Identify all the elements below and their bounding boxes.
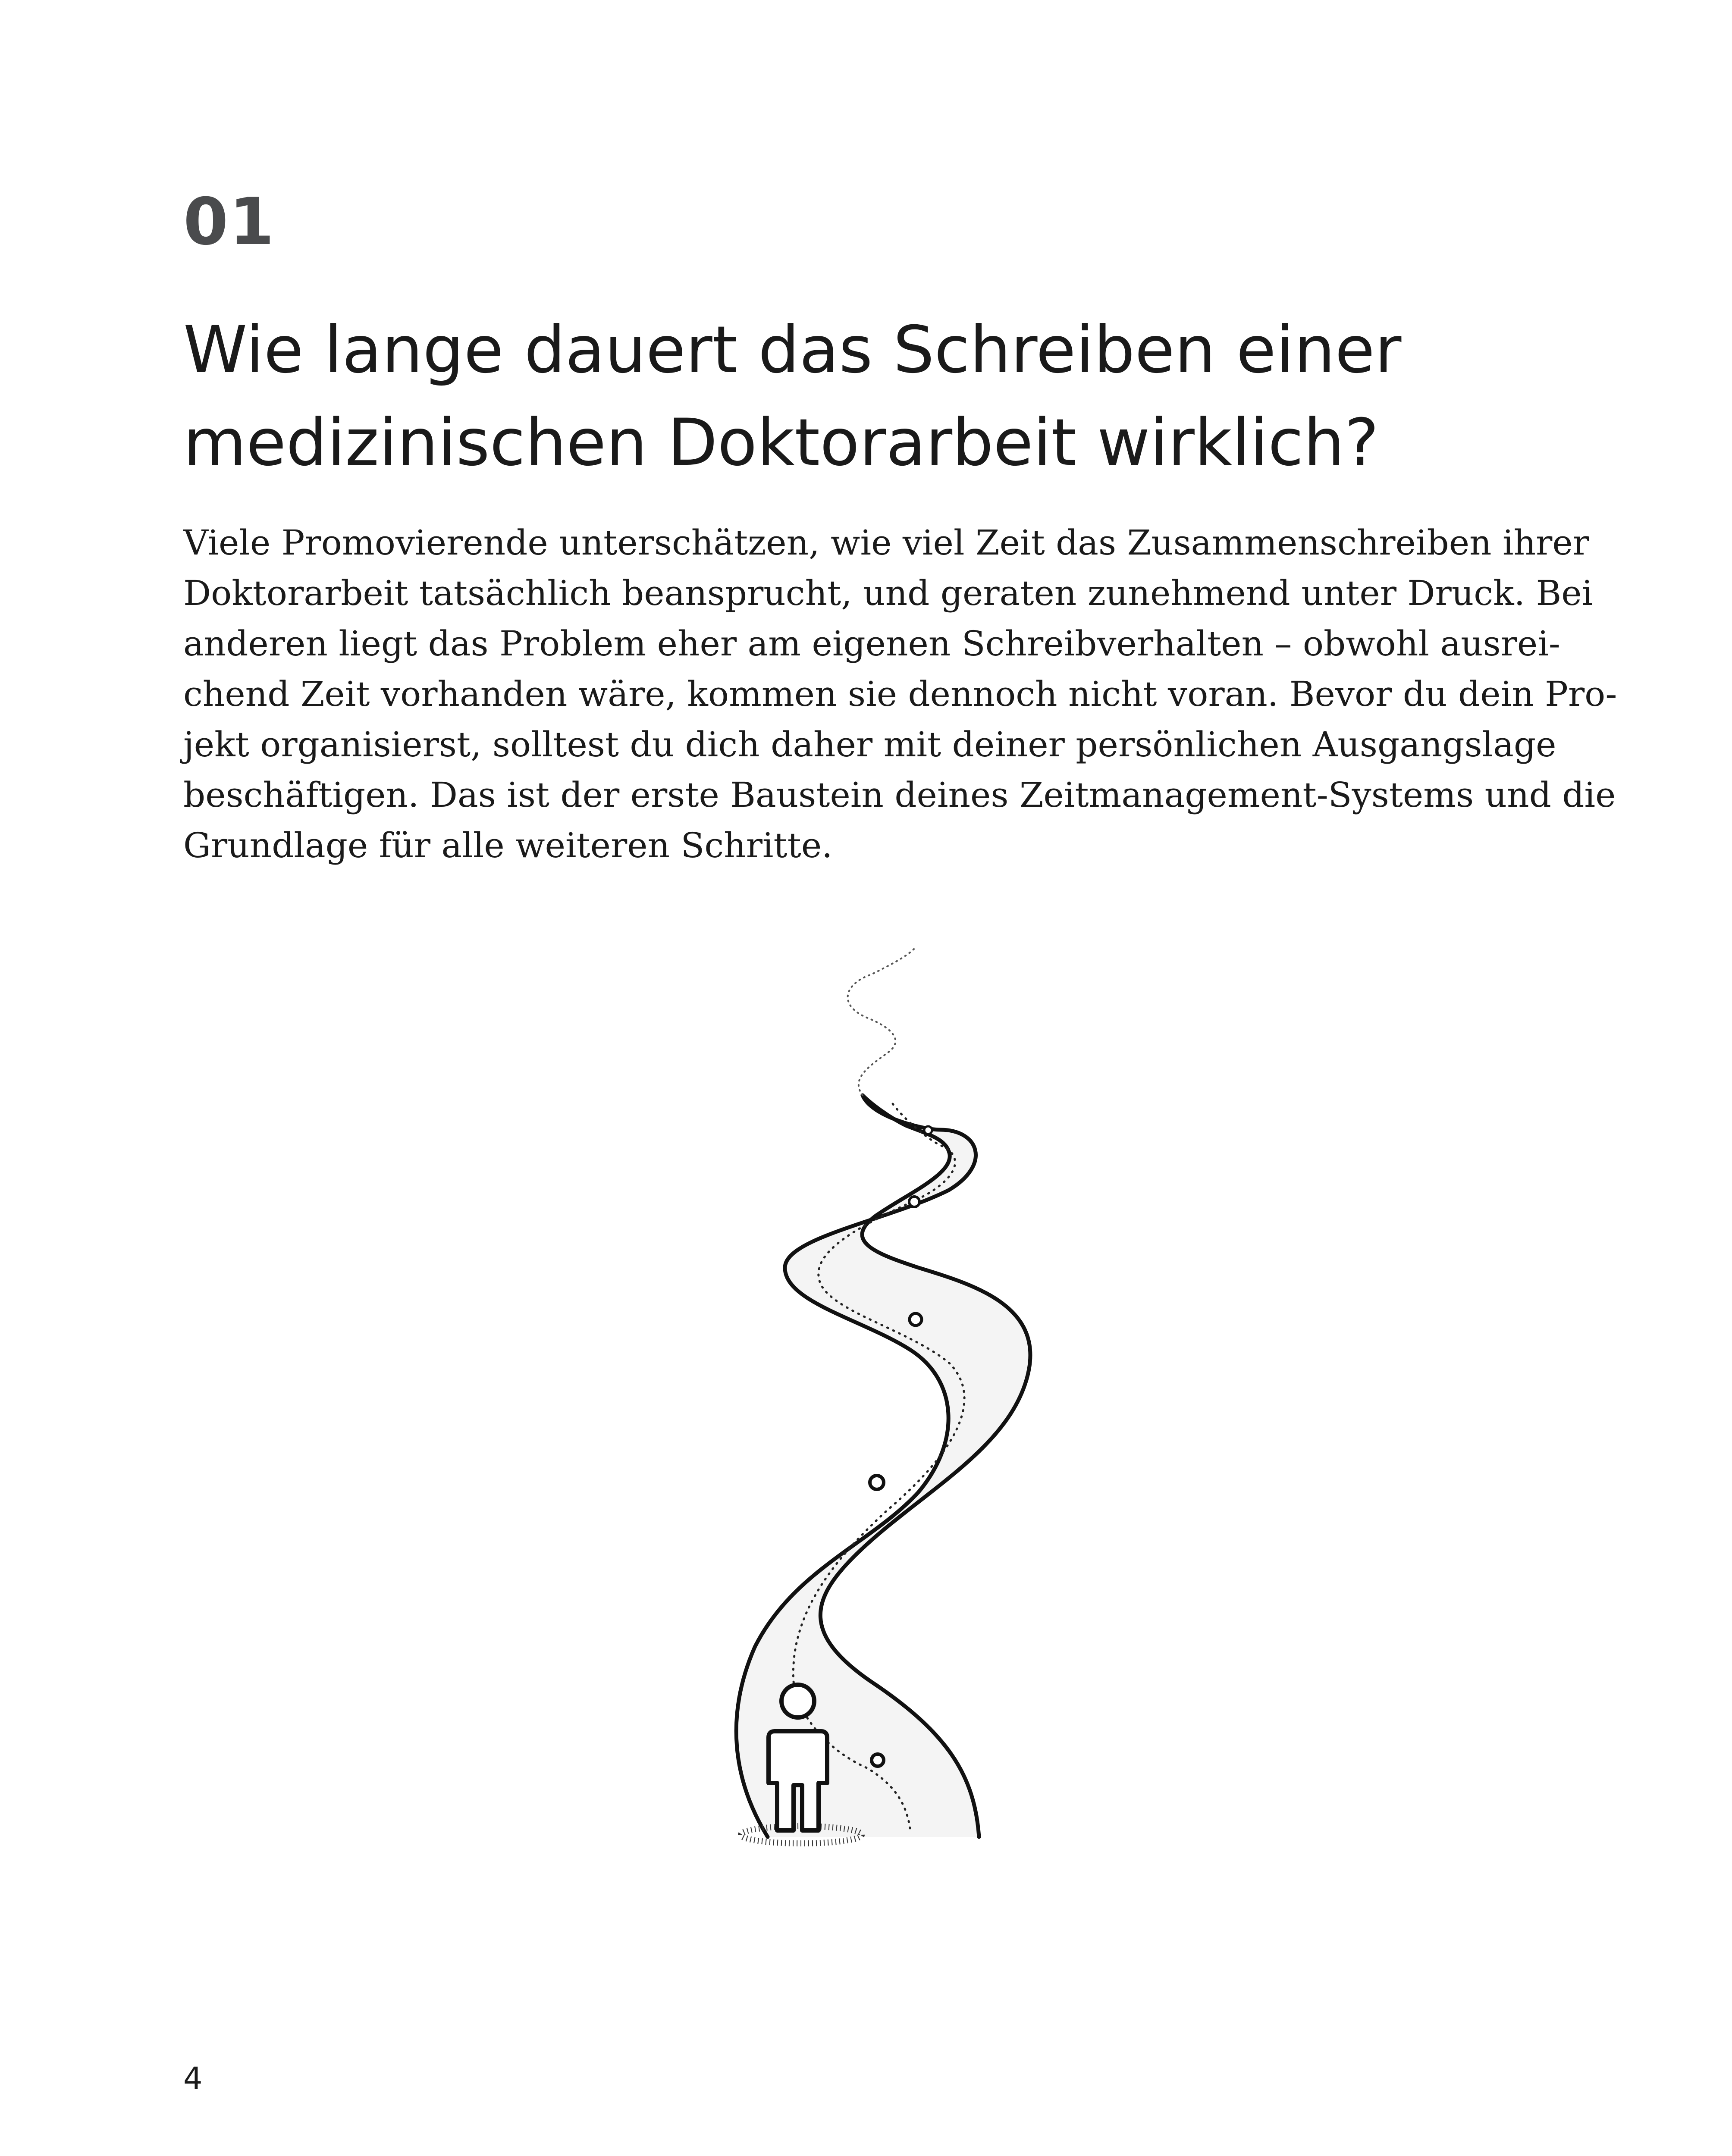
winding-road-illustration: [647, 940, 1087, 1863]
milestone-marker: [924, 1126, 932, 1134]
chapter-title: [183, 304, 1563, 489]
page-number: 4: [183, 2061, 203, 2096]
milestone-marker: [872, 1754, 884, 1766]
body-line: Grundlage für alle weiteren Schritte.: [183, 825, 833, 865]
distant-trail: [848, 949, 914, 1095]
chapter-number: 01: [183, 185, 275, 260]
chapter-title-line: medizinischen Doktorarbeit wirklich?: [183, 405, 1379, 480]
milestone-marker: [909, 1197, 919, 1207]
milestone-marker: [870, 1476, 884, 1489]
road-surface: [736, 1095, 1030, 1837]
body-line: Viele Promovierende unterschätzen, wie viel Zeit das Zusammenschreiben ihrer: [183, 523, 1589, 563]
chapter-title-line: Wie lange dauert das Schreiben einer: [183, 313, 1402, 388]
body-line: anderen liegt das Problem eher am eigenen Schreibverhalten – obwohl ausrei-: [183, 624, 1560, 664]
body-line: jekt organisierst, solltest du dich daher mit deiner persönlichen Ausgangslage: [183, 724, 1556, 765]
body-line: chend Zeit vorhanden wäre, kommen sie dennoch nicht voran. Bevor du dein Pro-: [183, 674, 1617, 714]
body-line: beschäftigen. Das ist der erste Baustein deines Zeitmanagement-Systems und die: [183, 775, 1616, 815]
body-paragraph: [183, 517, 1617, 871]
milestone-marker: [910, 1313, 922, 1326]
body-line: Doktorarbeit tatsächlich beansprucht, und geraten zunehmend unter Druck. Bei: [183, 573, 1593, 613]
